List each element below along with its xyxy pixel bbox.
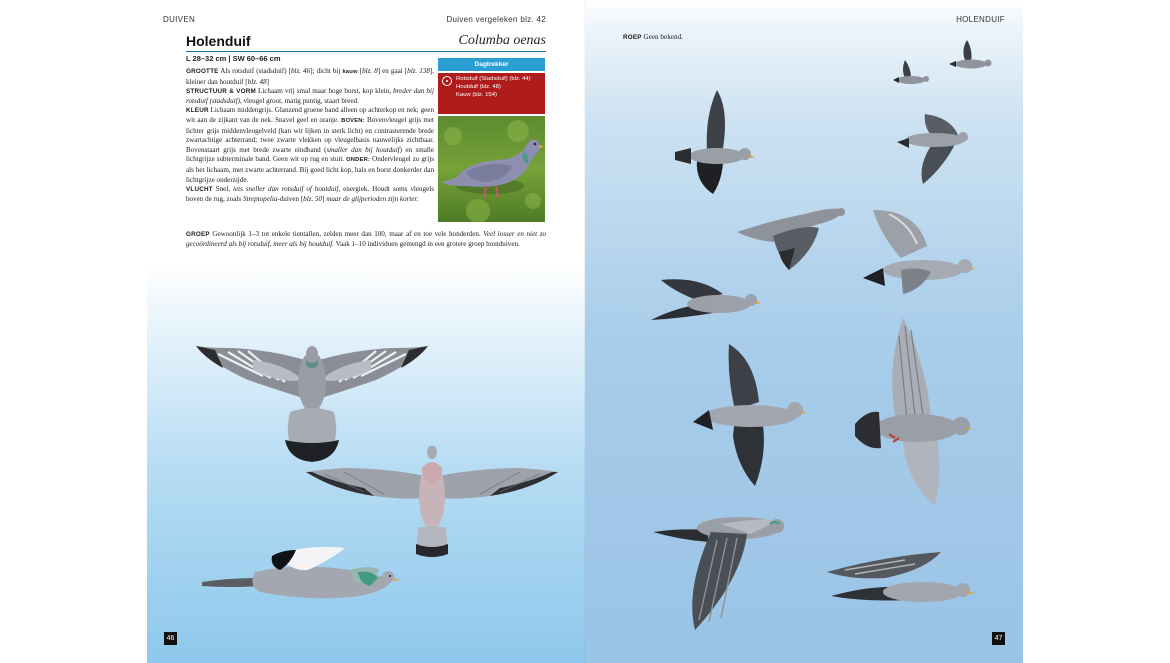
- flight-text: , energiek. Houdt soms vleugels boven de rug, zoals: [186, 185, 434, 203]
- flying-pigeon-9: [825, 548, 975, 614]
- flight-text: Snel,: [215, 185, 234, 194]
- flying-pigeon-5: [649, 274, 761, 326]
- page-ref: blz. 138: [407, 67, 430, 75]
- cross-reference-head: Duiven vergeleken blz. 42: [446, 15, 546, 24]
- flying-pigeon-6: [691, 340, 807, 490]
- flying-pigeon-7: [853, 316, 973, 510]
- structure-text: Lichaam vrij smal maar hoge borst, kop klein,: [257, 87, 394, 96]
- running-head-left: DUIVEN: [163, 15, 196, 24]
- running-head-right: HOLENDUIF: [956, 15, 1005, 24]
- page-ref: blz. 50: [303, 194, 323, 203]
- species-dutch-name: Holenduif: [186, 33, 251, 49]
- size-text: ] en gaai [: [377, 67, 408, 75]
- similar-species-box: [438, 73, 545, 114]
- flying-pigeon-4: [861, 206, 975, 298]
- colour-paragraph: [186, 106, 434, 185]
- colour-text: Lichaam middengrijs. Glanzend groene band alleen op achterkop en nek; geen wit aan de zijkant van de nek. Snavel geel en oranje.: [186, 106, 434, 124]
- flight-paragraph: [186, 185, 434, 204]
- upperside-label: BOVEN:: [341, 117, 365, 124]
- page-ref: blz. 46: [291, 67, 311, 75]
- flying-pigeon-3: [733, 196, 847, 272]
- call-label: ROEP: [623, 34, 642, 41]
- colour-text: ) en smalle lichtgrijze subterminale band. Geen wit op rug en stuit.: [186, 145, 434, 164]
- group-emphasis: Veel losser en niet zo gecoördineerd als bij rotsduif, meer als bij houtduif.: [186, 230, 547, 248]
- right-page: [585, 0, 1023, 663]
- similar-species-icon: [442, 76, 452, 86]
- species-photo: [438, 116, 545, 222]
- group-text: Vaak 1–10 individuen gemengd in een grotere groep houtduiven.: [333, 239, 520, 248]
- size-text: ]; dicht bij: [310, 67, 343, 75]
- page-number: 47: [992, 632, 1005, 645]
- flying-pigeon-small-2: [947, 38, 993, 74]
- group-paragraph: [186, 230, 546, 249]
- genus-name: Streptopelia: [242, 194, 278, 203]
- similar-species-item: Rotsduif (Stadsduif) (blz. 44): [456, 76, 531, 82]
- structure-label: STRUCTUUR & VORM: [186, 88, 256, 96]
- structure-paragraph: [186, 87, 434, 106]
- size-label: GROOTTE: [186, 68, 219, 75]
- similar-species-item: Kauw (blz. 154): [456, 92, 497, 98]
- underside-label: ONDER:: [346, 157, 371, 164]
- similar-species-item: Houtduif (blz. 48): [456, 84, 501, 90]
- flying-pigeon-small-1: [891, 58, 931, 90]
- side-view-illustration: [200, 542, 400, 606]
- species-description: [186, 67, 434, 204]
- call-text: Geen bekend.: [643, 33, 683, 41]
- colour-text: Ondervleugel zo grijs als het lichaam, met zwarte achterrand. Bij goed licht kop, hals en borst donkerder dan lichtgrijze onderzijde.: [186, 155, 434, 184]
- species-title-row: [186, 33, 546, 52]
- size-text: Als rotsduif (stadsduif) [: [220, 67, 291, 75]
- page-ref: blz. 48: [247, 77, 267, 86]
- size-text: ]: [266, 77, 269, 86]
- group-description: [186, 230, 546, 249]
- left-page: [147, 0, 585, 663]
- flying-pigeon-2: [895, 110, 969, 186]
- group-label: GROEP: [186, 231, 210, 238]
- colour-text: Bovenvleugel grijs met lichter grijs middenvleugelveld (kan wit lijken in sterk licht) en contrasterende brede zwartachtige achterrand; twee zwarte vlekken op vleugelbasis nauwelijks zichtbaar. Bovenstaart grijs met brede zwarte eindband (: [186, 115, 434, 154]
- flight-emphasis: iets sneller dan rotsduif of houtduif: [233, 185, 339, 194]
- page-number: 46: [164, 632, 177, 645]
- flight-emphasis: maar de glijperioden zijn korter.: [326, 194, 419, 203]
- measurements: L 28–32 cm | SW 60–66 cm: [186, 54, 281, 63]
- call-paragraph: [623, 33, 683, 41]
- size-text: [: [357, 67, 363, 75]
- flying-pigeon-1: [673, 86, 755, 198]
- structure-emphasis: breder dan bij rotsduif (stadsduif): [186, 87, 435, 105]
- flight-label: VLUCHT: [186, 186, 213, 194]
- structure-text: , vleugel groot, matig puntig, staart breed.: [239, 96, 359, 105]
- flight-text: -duiven [: [277, 194, 304, 203]
- group-text: Gewoonlijk 1–3 tot enkele tientallen, zelden meer dan 100, maar af en toe vele honderden.: [212, 230, 484, 238]
- size-paragraph: [186, 67, 434, 87]
- colour-label: KLEUR: [186, 107, 209, 115]
- jackdaw-name: kauw: [342, 69, 358, 75]
- migration-badge: Dagtrekker: [438, 58, 545, 71]
- colour-emphasis: smaller dan bij houtduif: [326, 145, 400, 154]
- flying-pigeon-8: [651, 510, 787, 634]
- page-ref: blz. 8: [362, 67, 378, 75]
- flight-text: ]: [322, 194, 327, 203]
- size-text: ], kleiner dan houtduif [: [186, 67, 435, 86]
- species-latin-name: Columba oenas: [458, 33, 546, 48]
